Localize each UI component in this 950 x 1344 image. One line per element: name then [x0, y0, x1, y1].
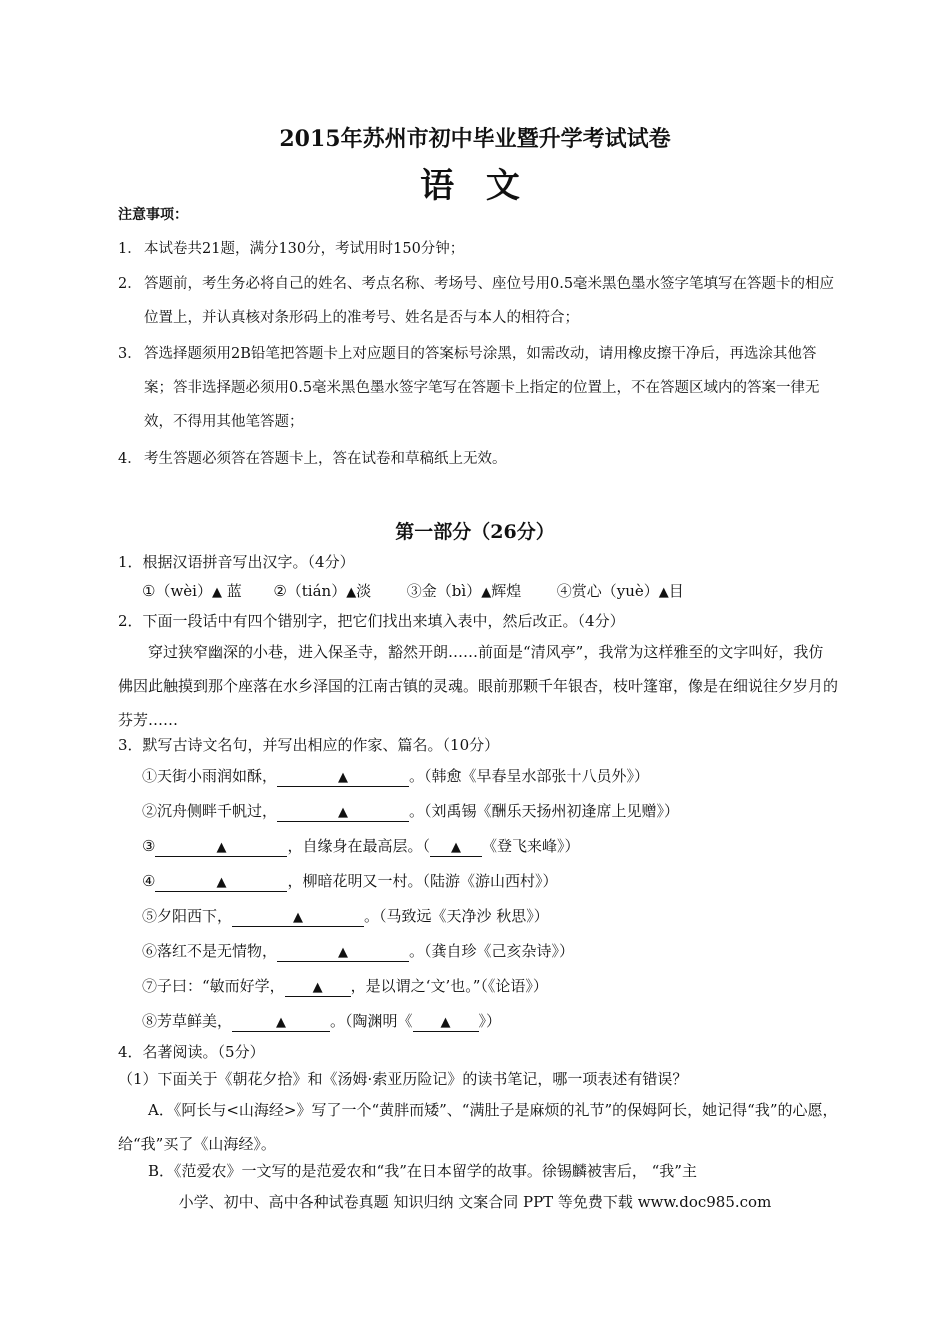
exam-title: 2015年苏州市初中毕业暨升学考试试卷 [279, 126, 671, 152]
q3-stem: 3．默写古诗文名句，并写出相应的作家、篇名。（10分） [118, 736, 500, 754]
answer-blank[interactable]: ▲ [277, 943, 409, 962]
q3-line-5: ⑤夕阳西下， ▲ 。（马致远《天净沙 秋思》） [142, 907, 549, 925]
q4-option-b: B．《范爱农》一文写的是范爱农和“我”在日本留学的故事。徐锡麟被害后， “我”主 [148, 1162, 697, 1180]
page-footer: 小学、初中、高中各种试卷真题 知识归纳 文案合同 PPT 等免费下载 www.doc985.com [178, 1193, 772, 1211]
answer-blank[interactable]: ▲ [277, 803, 409, 822]
notice-item: 2． 答题前，考生务必将自己的姓名、考点名称、考场号、座位号用0.5毫米黑色墨水签字笔填写在答题卡的相应位置上，并认真核对条形码上的准考号、姓名是否与本人的相符合； [118, 276, 835, 326]
subject-title: 语 文 [420, 166, 530, 206]
answer-blank[interactable]: ▲ [285, 978, 351, 997]
q2-stem: 2．下面一段话中有四个错别字，把它们找出来填入表中，然后改正。（4分） [118, 612, 625, 630]
answer-blank[interactable]: ▲ [413, 1013, 479, 1032]
q3-line-3: ③ ▲ ，自缘身在最高层。（ ▲ 《登飞来峰》） [142, 837, 580, 855]
answer-marker: ▲ [658, 585, 669, 600]
answer-marker: ▲ [346, 585, 357, 600]
q4-stem: 4．名著阅读。（5分） [118, 1043, 265, 1061]
q3-line-2: ②沉舟侧畔千帆过， ▲ 。（刘禹锡《酬乐天扬州初逢席上见赠》） [142, 802, 680, 820]
q3-line-1: ①天街小雨润如酥， ▲ 。（韩愈《早春呈水部张十八员外》） [142, 767, 650, 785]
q3-line-7: ⑦子曰：“敏而好学， ▲ ，是以谓之‘文’也。”（《论语》） [142, 977, 548, 995]
notice-item: 4． 考生答题必须答在答题卡上，答在试卷和草稿纸上无效。 [118, 451, 507, 467]
answer-blank[interactable]: ▲ [232, 908, 364, 927]
q4-sub1: （1）下面关于《朝花夕拾》和《汤姆·索亚历险记》的读书笔记，哪一项表述有错误？ [118, 1070, 688, 1088]
section-title: 第一部分（26分） [395, 521, 555, 543]
answer-marker: ▲ [211, 585, 222, 600]
notice-item: 1． 本试卷共21题，满分130分，考试用时150分钟； [118, 241, 465, 257]
q3-line-4: ④ ▲ ，柳暗花明又一村。（陆游《游山西村》） [142, 872, 558, 890]
q1-stem: 1．根据汉语拼音写出汉字。（4分） [118, 553, 355, 571]
q1-items: ①（wèi）▲ 蓝 ②（tián）▲淡 ③金（bì）▲辉煌 ④赏心（yuè）▲目 [142, 582, 684, 600]
q3-line-6: ⑥落红不是无情物， ▲ 。（龚自珍《己亥杂诗》） [142, 942, 575, 960]
answer-blank[interactable]: ▲ [155, 838, 287, 857]
answer-blank[interactable]: ▲ [232, 1013, 330, 1032]
answer-blank[interactable]: ▲ [155, 873, 287, 892]
answer-blank[interactable]: ▲ [430, 838, 482, 857]
q3-line-8: ⑧芳草鲜美， ▲ 。（陶渊明《 ▲ 》） [142, 1012, 502, 1030]
q4-option-a: A．《阿长与<山海经>》写了一个“黄胖而矮”、“满肚子是麻烦的礼节”的保姆阿长，她记得“我”的心愿，给“我”买了《山海经》。 [118, 1101, 838, 1153]
notice-item: 3． 答选择题须用2B铅笔把答题卡上对应题目的答案标号涂黑，如需改动，请用橡皮擦干净后，再选涂其他答案；答非选择题必须用0.5毫米黑色墨水签字笔写在答题卡上指定的位置上，不在答题区域内的答案一律无效，不得用其他笔答题； [118, 346, 820, 430]
answer-blank[interactable]: ▲ [277, 768, 409, 787]
answer-marker: ▲ [481, 585, 492, 600]
notice-label: 注意事项： [118, 207, 188, 223]
q2-passage: 穿过狭窄幽深的小巷，进入保圣寺，豁然开朗……前面是“清风亭”，我常为这样雅至的文字叫好，我仿佛因此触摸到那个座落在水乡泽国的江南古镇的灵魂。眼前那颗千年银杏，枝叶篷窜，像是在细说往夕岁月的芬芳…… [118, 643, 839, 729]
